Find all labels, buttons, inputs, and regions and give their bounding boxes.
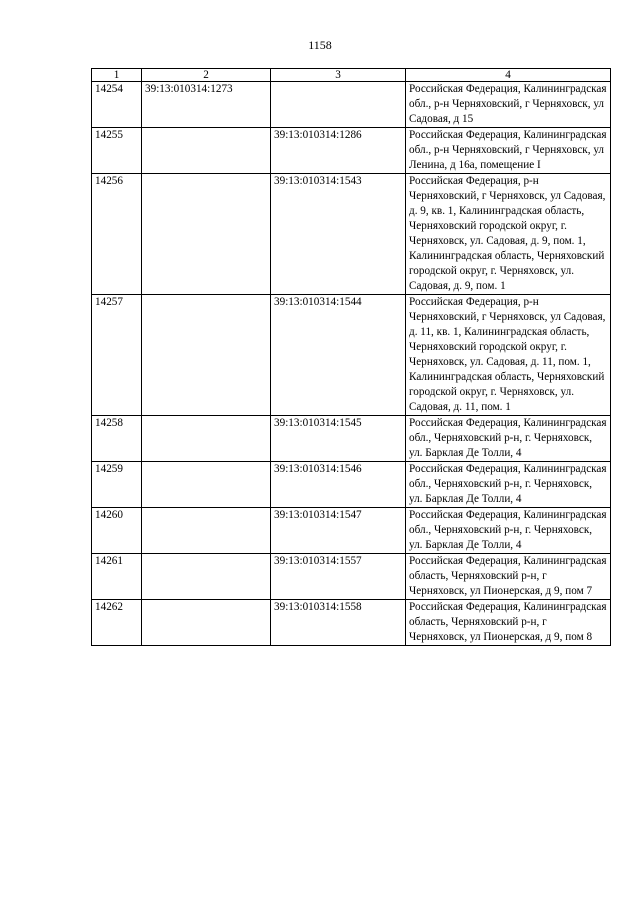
page-number: 1158	[308, 38, 332, 52]
row-number: 14254	[92, 82, 142, 128]
address-cell: Российская Федерация, Калининградская область, Черняховский р-н, г Черняховск, ул Пионерская, д 9, пом 7	[406, 554, 611, 600]
cadastral-number-col2	[142, 462, 271, 508]
table-row	[92, 295, 611, 416]
table-header-row	[92, 69, 611, 82]
table-row	[92, 508, 611, 554]
header-col-4: 4	[406, 69, 611, 82]
row-number: 14262	[92, 600, 142, 646]
cadastral-number-col3: 39:13:010314:1543	[271, 174, 406, 295]
address-cell: Российская Федерация, Калининградская обл., Черняховский р-н, г. Черняховск, ул. Барклая Де Толли, 4	[406, 416, 611, 462]
row-number: 14257	[92, 295, 142, 416]
row-number: 14259	[92, 462, 142, 508]
cadastral-number-col3: 39:13:010314:1545	[271, 416, 406, 462]
cadastral-number-col3: 39:13:010314:1557	[271, 554, 406, 600]
registry-table	[91, 68, 611, 646]
address-cell: Российская Федерация, Калининградская обл., Черняховский р-н, г. Черняховск, ул. Барклая Де Толли, 4	[406, 462, 611, 508]
address-cell: Российская Федерация, р-н Черняховский, г Черняховск, ул Садовая, д. 11, кв. 1, Калининградская область, Черняховский городской округ, г. Черняховск, ул. Садовая, д. 11, пом. 1, Калининградская область, Черняховский городской округ, г. Черняховск, ул. Садовая, д. 11, пом. 1	[406, 295, 611, 416]
table-row	[92, 128, 611, 174]
cadastral-number-col3: 39:13:010314:1286	[271, 128, 406, 174]
address-cell: Российская Федерация, Калининградская обл., Черняховский р-н, г. Черняховск, ул. Барклая Де Толли, 4	[406, 508, 611, 554]
table-row	[92, 174, 611, 295]
address-cell: Российская Федерация, Калининградская обл., р-н Черняховский, г Черняховск, ул Ленина, д 16а, помещение I	[406, 128, 611, 174]
cadastral-number-col3	[271, 82, 406, 128]
cadastral-number-col2	[142, 128, 271, 174]
cadastral-number-col2	[142, 416, 271, 462]
row-number: 14256	[92, 174, 142, 295]
cadastral-number-col2	[142, 600, 271, 646]
row-number: 14258	[92, 416, 142, 462]
table-row	[92, 554, 611, 600]
header-col-1: 1	[92, 69, 142, 82]
cadastral-number-col2: 39:13:010314:1273	[142, 82, 271, 128]
table-row	[92, 462, 611, 508]
header-col-2: 2	[142, 69, 271, 82]
cadastral-number-col2	[142, 508, 271, 554]
cadastral-number-col2	[142, 174, 271, 295]
row-number: 14261	[92, 554, 142, 600]
cadastral-number-col3: 39:13:010314:1546	[271, 462, 406, 508]
table-row	[92, 416, 611, 462]
cadastral-number-col3: 39:13:010314:1544	[271, 295, 406, 416]
cadastral-number-col2	[142, 554, 271, 600]
row-number: 14255	[92, 128, 142, 174]
cadastral-number-col2	[142, 295, 271, 416]
header-col-3: 3	[271, 69, 406, 82]
address-cell: Российская Федерация, Калининградская обл., р-н Черняховский, г Черняховск, ул Садовая, д 15	[406, 82, 611, 128]
cadastral-number-col3: 39:13:010314:1547	[271, 508, 406, 554]
address-cell: Российская Федерация, Калининградская область, Черняховский р-н, г Черняховск, ул Пионерская, д 9, пом 8	[406, 600, 611, 646]
table-row	[92, 600, 611, 646]
cadastral-number-col3: 39:13:010314:1558	[271, 600, 406, 646]
table-row	[92, 82, 611, 128]
address-cell: Российская Федерация, р-н Черняховский, г Черняховск, ул Садовая, д. 9, кв. 1, Калининградская область, Черняховский городской округ, г. Черняховск, ул. Садовая, д. 9, пом. 1, Калининградская область, Черняховский городской округ, г. Черняховск, ул. Садовая, д. 9, пом. 1	[406, 174, 611, 295]
row-number: 14260	[92, 508, 142, 554]
